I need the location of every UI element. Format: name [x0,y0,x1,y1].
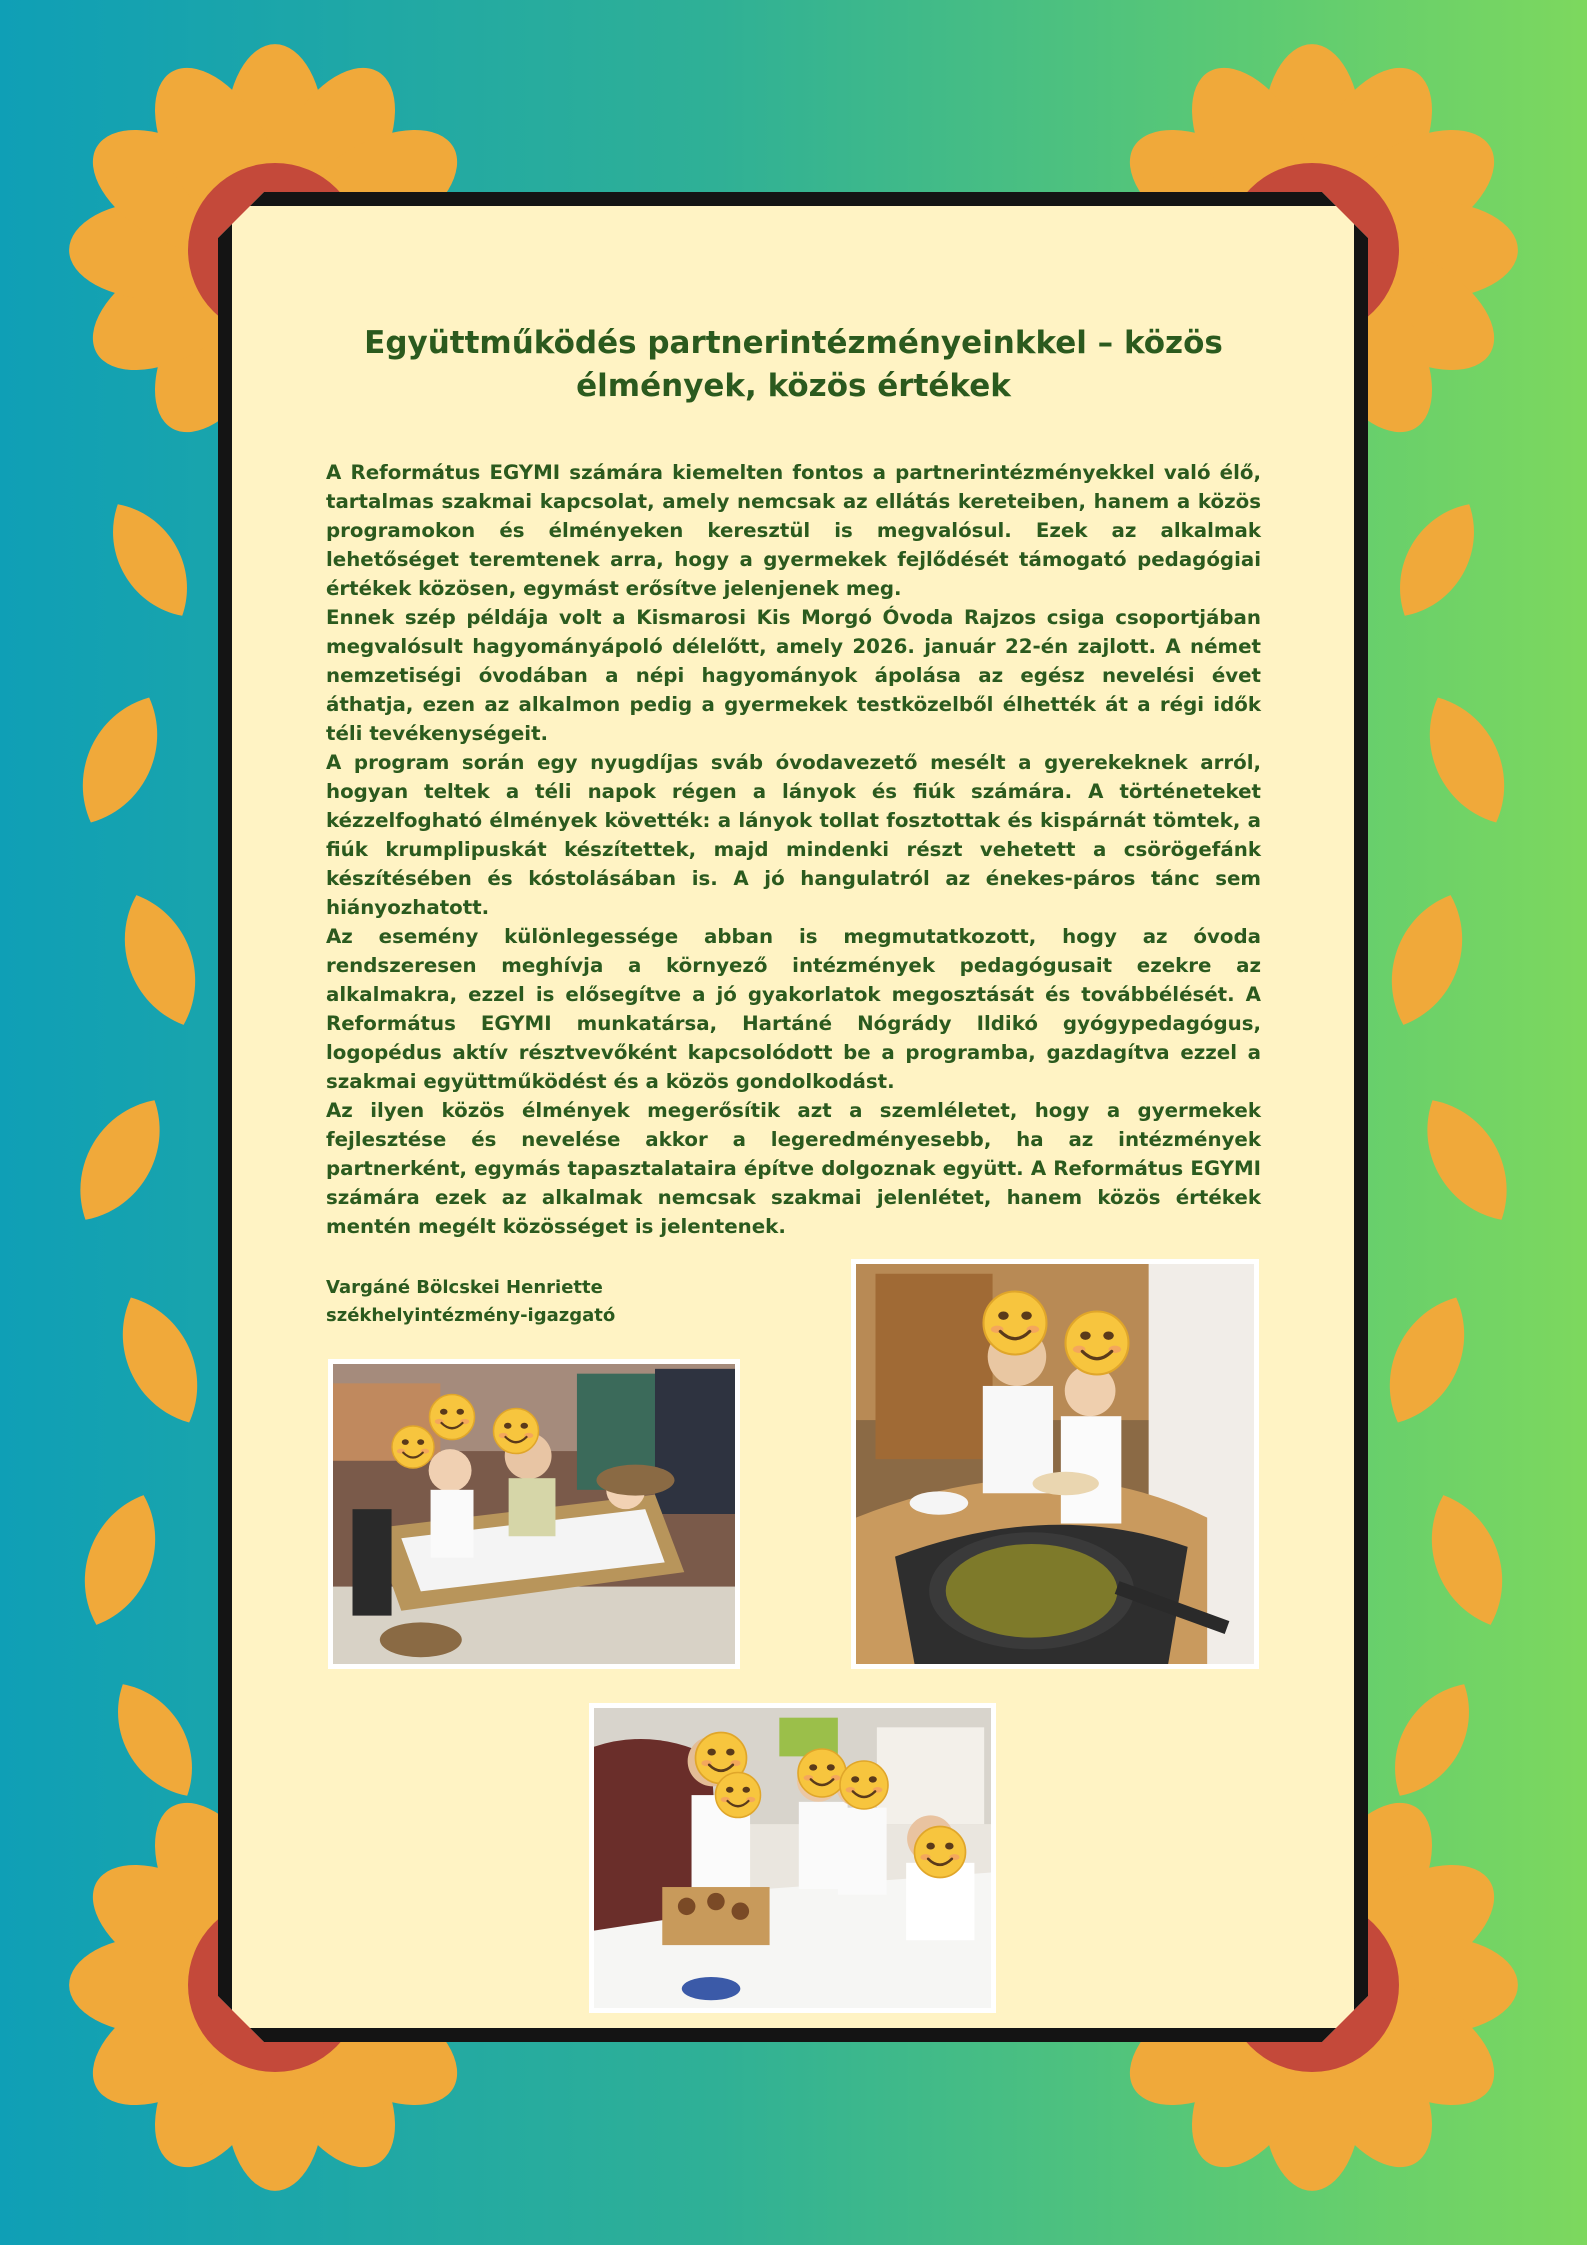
photo-cake-table [589,1703,996,2013]
side-leaves-left-icon [58,490,217,1811]
paragraph: A Református EGYMI számára kiemelten fontos a partnerintézményekkel való élő, tartalmas szakmai kapcsolat, amely nemcsak az ellátás kereteiben, hanem a közös programokon és élményeken keresztül is megvalósul. Ezek az alkalmak lehetőséget teremtenek arra, hogy a gyermekek fejlődését támogató pedagógiai értékek közösen, egymást erősítve jelenjenek meg. [326,461,1261,600]
paragraph: Az ilyen közös élmények megerősítik azt a szemléletet, hogy a gyermekek fejlesztése és nevelése akkor a legeredményesebb, ha az intézmények partnerként, egymás tapasztalataira építve dolgoznak együtt. A Református EGYMI számára ezek az alkalmak nemcsak szakmai jelenlétet, hanem közös értékek mentén megélt közösséget is jelentenek. [326,1099,1261,1238]
paragraph: Az esemény különlegessége abban is megmutatkozott, hogy az óvoda rendszeresen meghívja a környező intézmények pedagógusait ezekre az alkalmakra, ezzel is elősegítve a jó gyakorlatok megosztását és továbbélését. A Református EGYMI munkatársa, Hartáné Nógrády Ildikó gyógypedagógus, logopédus aktív résztvevőként kapcsolódott be a programba, gazdagítva ezzel a szakmai együttműködést és a közös gondolkodást. [326,925,1261,1093]
title-line-1: Együttműködés partnerintézményeinkkel – közös [364,325,1223,361]
signature-name: Vargáné Bölcskei Henriette [326,1277,603,1298]
page-title [330,322,1257,408]
photo-frying-pan [851,1259,1259,1669]
paragraph: Ennek szép példája volt a Kismarosi Kis Morgó Óvoda Rajzos csiga csoportjában megvalósult hagyományápoló délelőtt, amely 2026. január 22-én zajlott. A német nemzetiségi óvodában a népi hagyományok ápolása az egész nevelési évet áthatja, ezen az alkalmon pedig a gyermekek testközelből élhették át a régi idők téli tevékenységeit. [326,606,1261,745]
title-line-2: élmények, közös értékek [576,368,1011,404]
paragraph: A program során egy nyugdíjas sváb óvodavezető mesélt a gyerekeknek arról, hogyan teltek a téli napok régen a lányok és fiúk számára. A történeteket kézzelfogható élmények követték: a lányok tollat fosztottak és kispárnát tömtek, a fiúk krumplipuskát készítettek, majd mindenki részt vehetett a csörögefánk készítésében és kóstolásában is. A jó hangulatról az énekes-páros tánc sem hiányozhatott. [326,751,1261,919]
signature-role: székhelyintézmény-igazgató [326,1305,616,1326]
side-leaves-right-icon [1369,490,1528,1811]
article-body [326,458,1261,1241]
photo-feather-plucking [328,1359,740,1669]
signature [326,1274,726,1330]
